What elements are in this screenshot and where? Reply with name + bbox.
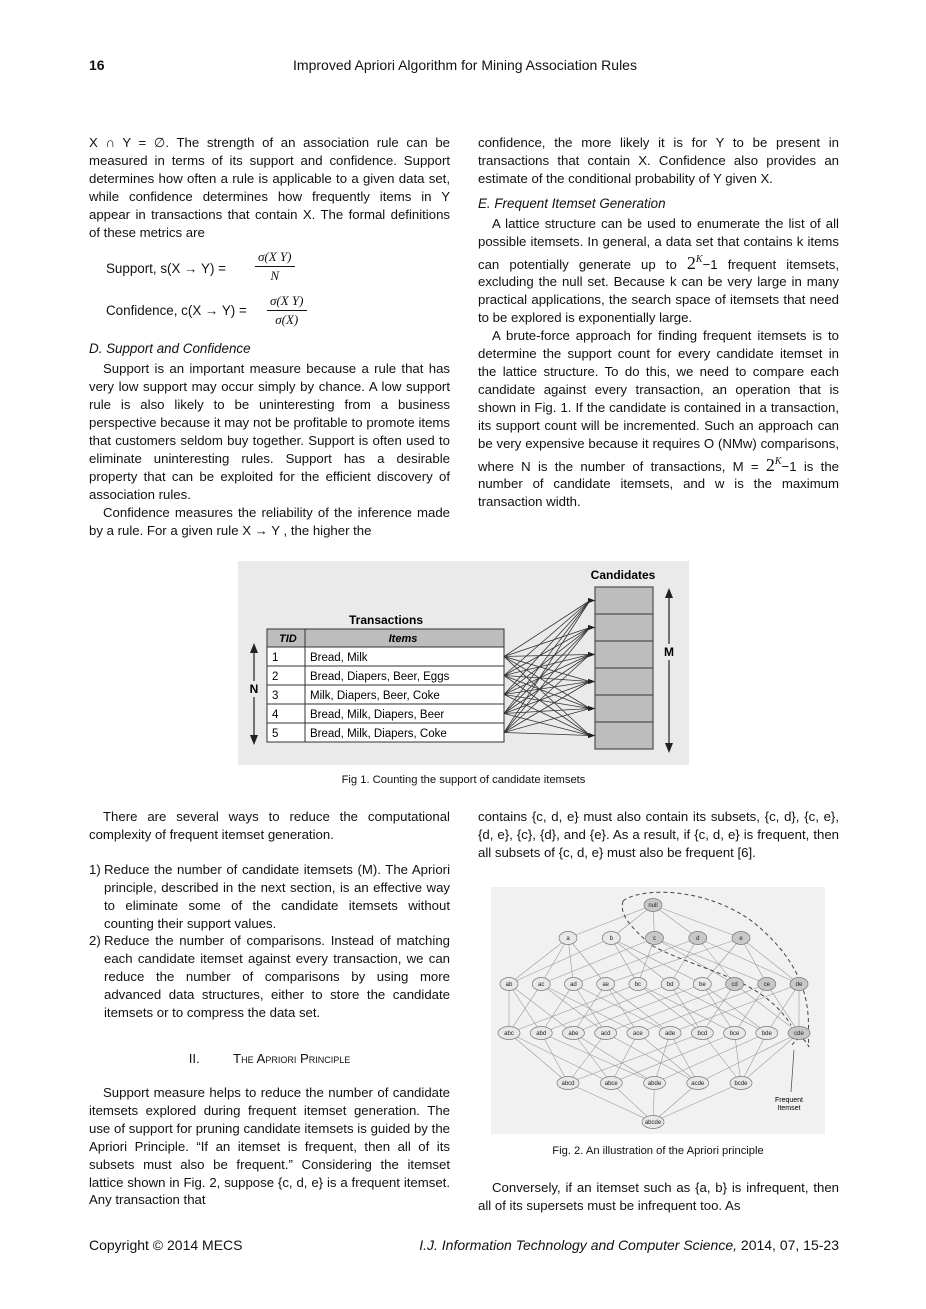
confidence-denominator: σ(X) (275, 312, 299, 328)
connection-arrowhead (588, 679, 595, 684)
power-base: 2 (765, 454, 775, 475)
connection-line (504, 682, 590, 714)
paragraph: X ∩ Y = ∅. The strength of an association rule can be measured in terms of its support and confidence. Support determines how often a rule is applicable to a given data set, while confidence determines how frequently items in Y appear in transactions that contain X. The formal definitions of these metrics are (89, 135, 450, 240)
candidate-box (595, 614, 653, 641)
right-column-bottom (478, 1179, 839, 1215)
confidence-formula (89, 293, 450, 331)
items-cell: Bread, Diapers, Beer, Eggs (310, 671, 450, 683)
lattice-edge (611, 1083, 653, 1122)
confidence-numerator: σ(X Y) (267, 293, 307, 311)
support-numerator: σ(X Y) (255, 249, 295, 267)
lattice-edge (573, 984, 702, 1033)
tid-cell: 5 (272, 728, 279, 740)
footer-copyright: Copyright © 2014 MECS (89, 1237, 243, 1253)
paragraph (478, 327, 839, 511)
power-exponent: K (774, 455, 782, 467)
paragraph: contains {c, d, e} must also contain its subsets, {c, d}, {c, e}, {d, e}, {c}, {d}, and {e}. As a result, if {c, d, e} is frequent, then all subsets of {c, d, e} must also be frequent [6]. (478, 809, 839, 860)
list-text: Reduce the number of candidate itemsets (M). The Apriori principle, described in the next section, is an effective way to eliminate some of the candidate itemsets without counting their support values. (104, 861, 450, 931)
frequent-label-2: Itemset (777, 1105, 801, 1112)
lattice-edge (573, 1033, 611, 1083)
figure-1 (238, 561, 689, 765)
lattice-edge (541, 984, 573, 1033)
page-number: 16 (89, 57, 105, 73)
power-base: 2 (686, 252, 696, 273)
tid-cell: 2 (272, 671, 279, 683)
lattice-edge (573, 936, 700, 984)
lattice-edge (509, 1033, 568, 1083)
journal-issue: 2014, 07, 15-23 (737, 1237, 839, 1253)
candidates-label: Candidates (590, 568, 656, 582)
journal-name: I.J. Information Technology and Computer Science, (419, 1237, 738, 1253)
lattice-node-label: abcde (644, 1120, 662, 1127)
lattice-edge (573, 1033, 654, 1083)
section-number: II. (188, 1050, 200, 1066)
items-cell: Milk, Diapers, Beer, Coke (310, 690, 440, 702)
lattice-edge (735, 984, 799, 1033)
power-expression (687, 253, 703, 273)
lattice-edge (509, 938, 611, 984)
list-number: 1) (89, 861, 101, 877)
lattice-node-label: abcd (561, 1081, 575, 1088)
lattice-edge (741, 1033, 767, 1083)
lattice-node-label: bde (761, 1031, 772, 1038)
paragraph: There are several ways to reduce the computational complexity of frequent itemset generation. (89, 809, 450, 842)
lattice-edge (698, 1033, 799, 1083)
section-title: The Apriori Principle (233, 1050, 351, 1066)
section-heading-2 (89, 1051, 450, 1066)
connection-arrowhead (588, 598, 595, 603)
connection-line (504, 601, 590, 714)
lattice-node-label: null (648, 903, 658, 910)
lattice-edge (541, 1033, 654, 1083)
lattice-edge (541, 984, 670, 1033)
connection-arrowhead (588, 706, 595, 711)
connection-line (504, 601, 590, 657)
section-heading-d: D. Support and Confidence (89, 341, 251, 357)
lattice-node-label: acd (600, 1031, 611, 1038)
paragraph: Confidence measures the reliability of the inference made by a rule. For a given rule X → Y , the higher the (89, 504, 450, 538)
candidate-box (595, 668, 653, 695)
lattice-node-label: c (653, 936, 656, 943)
connection-line (504, 628, 590, 676)
lattice-edge (702, 1033, 741, 1083)
items-cell: Bread, Milk, Diapers, Coke (310, 728, 447, 740)
lattice-node-label: ace (633, 1031, 643, 1038)
text-run: frequent itemsets, excluding the null set. Because k can be very large in many practical applications, the search space of itemsets that need to be explored is exponentially large. (478, 256, 839, 326)
table-header-row (267, 629, 504, 647)
lattice-edge (606, 938, 741, 984)
n-label: N (249, 682, 259, 696)
lattice-node-label: abe (568, 1031, 579, 1038)
lattice-node-label: de (795, 982, 803, 989)
lattice-edge (611, 1033, 638, 1083)
running-title: Improved Apriori Algorithm for Mining Association Rules (293, 57, 637, 73)
lattice-node-label: ab (505, 982, 513, 989)
lattice-edge (741, 938, 767, 984)
support-denominator: N (270, 268, 280, 284)
left-column-bottom (89, 808, 450, 1209)
lattice-edge (509, 1033, 611, 1083)
power-rest: −1 (702, 256, 718, 272)
lattice-node-label: abce (604, 1081, 618, 1088)
confidence-label: Confidence, c(X → Y) = (106, 303, 247, 319)
transaction-table (267, 629, 504, 742)
lattice-edge (568, 1033, 702, 1083)
lattice-node-label: a (566, 936, 570, 943)
list-text: Reduce the number of comparisons. Instead of matching each candidate itemset against every transaction, we can reduce the number of comparisons by using more advanced data structures, either to store the candidate itemsets or to compress the data set. (104, 933, 450, 1021)
items-cell: Bread, Milk (310, 652, 368, 664)
lattice-node-label: be (698, 982, 706, 989)
candidate-box (595, 641, 653, 668)
connection-line (504, 733, 590, 736)
lattice-edge (655, 938, 735, 984)
lattice-node-label: acde (691, 1081, 705, 1088)
list-item (89, 932, 450, 1022)
paragraph: Support is an important measure because a rule that has very low support may occur simply by chance. A low support rule is also likely to be uninteresting from a business perspective because it may not be profitable to promote items that customers seldom buy together. Support is often used to eliminate uninteresting rules. Support has a desirable property that can be exploited for the efficient discovery of association rules. (89, 361, 450, 502)
lattice-node-label: ae (602, 982, 610, 989)
lattice-node-label: ad (570, 982, 577, 989)
figure-2-caption: Fig. 2. An illustration of the Apriori principle (552, 1145, 764, 1157)
support-formula (89, 249, 450, 287)
candidate-boxes (595, 587, 653, 749)
right-column-bottom-top (478, 808, 839, 862)
lattice-node-label: abde (647, 1081, 662, 1088)
confidence-fraction (267, 293, 307, 328)
lattice-edge (509, 984, 638, 1033)
left-column-top (89, 134, 450, 540)
figure-1-caption: Fig 1. Counting the support of candidate itemsets (341, 774, 586, 786)
power-expression (766, 455, 782, 475)
lattice-edge (611, 1033, 734, 1083)
lattice-edge (568, 938, 573, 984)
figure-2-lattice (491, 887, 825, 1134)
list-number: 2) (89, 933, 101, 949)
transactions-label: Transactions (348, 613, 424, 627)
text-run: A brute-force approach for finding frequent itemsets is to determine the support count for every candidate itemset in the lattice structure. To do this, we need to compare each candidate against every transaction, an operation that is shown in Fig. 1. If the candidate is contained in a transaction, its support count will be incremented. Such an approach can be very expensive because it requires O (NMw) comparisons, where N is the number of transactions, M = (478, 328, 839, 474)
lattice-node-label: ce (763, 982, 770, 989)
connection-line (504, 682, 590, 695)
reduction-list (89, 861, 450, 1022)
lattice-edge (698, 938, 735, 984)
lattice-edge (568, 1033, 606, 1083)
lattice-node-label: bcde (734, 1081, 748, 1088)
connection-arrowhead (588, 652, 595, 657)
paragraph: Support measure helps to reduce the number of candidate itemsets explored during frequent itemset generation. The use of support for pruning candidate itemsets is guided by the Apriori Principle. “If an itemset is frequent, then all of its subsets must also be frequent.” Considering the itemset lattice shown in Fig. 2, suppose {c, d, e} is a frequent itemset. Any transaction that (89, 1084, 450, 1208)
lattice-node-label: bd (666, 982, 674, 989)
candidate-box (595, 722, 653, 749)
lattice-edge (568, 938, 606, 984)
paragraph: Conversely, if an itemset such as {a, b} is infrequent, then all of its supersets must be infrequent too. As (478, 1180, 839, 1213)
lattice-edge (670, 984, 799, 1033)
tid-cell: 3 (272, 690, 279, 702)
connection-lines (504, 598, 595, 738)
section-heading-e: E. Frequent Itemset Generation (478, 195, 666, 211)
lattice-node-label: e (739, 936, 743, 943)
power-rest: −1 (781, 458, 797, 474)
lattice-node-label: bcd (697, 1031, 708, 1038)
frequent-pointer (791, 1050, 794, 1092)
lattice-edge (735, 984, 767, 1033)
list-item (89, 861, 450, 933)
lattice-edge (606, 984, 638, 1033)
power-exponent: K (695, 253, 703, 265)
lattice-node-label: cde (794, 1031, 804, 1038)
support-label: Support, s(X → Y) = (106, 261, 226, 277)
lattice-edge (509, 984, 573, 1033)
tid-cell: 4 (272, 709, 279, 721)
lattice-edge (638, 984, 767, 1033)
connection-arrowhead (588, 733, 595, 738)
table-row (267, 647, 504, 666)
lattice-edge (541, 938, 654, 984)
figure-2 (491, 887, 825, 1134)
frequent-boundary-inner (622, 901, 791, 1025)
candidate-box (595, 695, 653, 722)
lattice-edge (541, 1033, 568, 1083)
lattice-edge (702, 938, 741, 984)
items-cell: Bread, Milk, Diapers, Beer (310, 709, 445, 721)
connection-line (504, 655, 590, 657)
lattice-node-label: ac (538, 982, 545, 989)
lattice-node-label: d (696, 936, 700, 943)
lattice-node-label: b (609, 936, 613, 943)
lattice-edge (541, 938, 568, 984)
support-fraction (255, 249, 295, 284)
lattice-node-label: ade (665, 1031, 676, 1038)
right-column-top (478, 134, 839, 511)
lattice-node-label: bc (634, 982, 642, 989)
lattice-node-label: abc (504, 1031, 514, 1038)
connection-arrowhead (588, 625, 595, 630)
frequent-label-1: Frequent (774, 1097, 804, 1104)
paragraph (478, 215, 839, 327)
col-items: Items (388, 633, 418, 645)
lattice-node-label: bce (729, 1031, 740, 1038)
candidate-box (595, 587, 653, 614)
m-arrow (661, 588, 677, 753)
figure-1-diagram (238, 561, 689, 765)
text-run: A lattice structure can be used to enumerate the list of all possible itemsets. In general, a data set that contains k items can potentially generate up to (478, 215, 839, 272)
footer-citation (380, 1237, 839, 1253)
text-run: is the number of candidate itemsets, and w is the maximum transaction width. (478, 458, 839, 510)
m-label: M (664, 645, 674, 659)
col-tid: TID (279, 633, 297, 645)
lattice-node-label: abd (536, 1031, 547, 1038)
connection-line (504, 628, 590, 657)
tid-cell: 1 (272, 652, 279, 664)
lattice-edge (670, 984, 702, 1033)
paragraph: confidence, the more likely it is for Y to be present in transactions that contain X. Confidence also provides an estimate of the conditional probability of Y given X. (478, 135, 839, 186)
lattice-edge (698, 938, 799, 984)
n-arrow (247, 643, 261, 745)
lattice-edge (509, 938, 568, 984)
lattice-node-label: cd (731, 982, 738, 989)
